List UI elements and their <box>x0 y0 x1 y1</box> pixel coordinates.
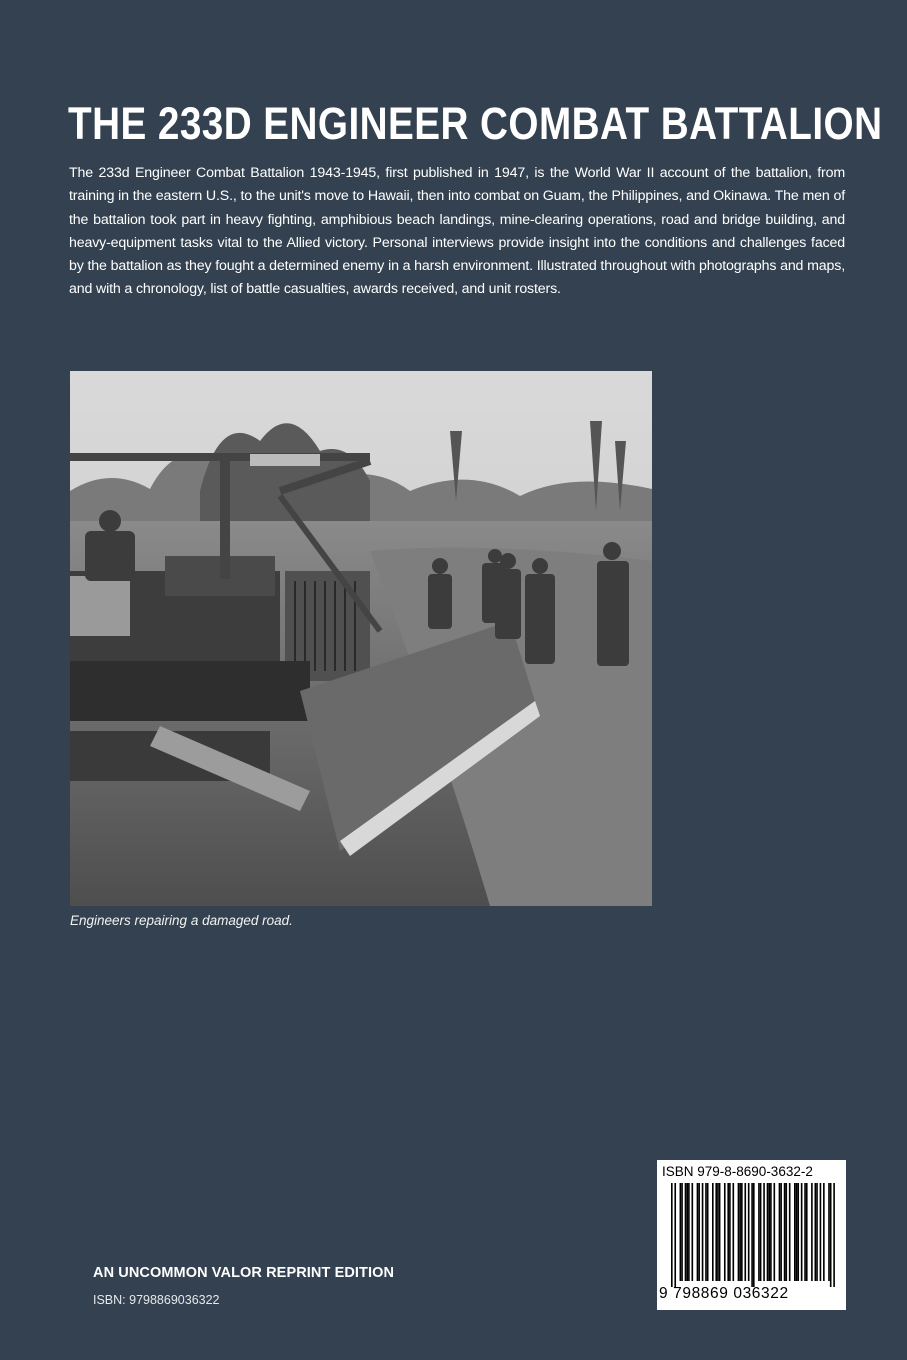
barcode-bar <box>738 1183 740 1281</box>
back-cover-title: THE 233D ENGINEER COMBAT BATTALION <box>68 98 883 149</box>
barcode-bar <box>806 1183 808 1281</box>
barcode-bar <box>751 1183 753 1287</box>
barcode-bar <box>770 1183 772 1281</box>
barcode-bar <box>741 1183 743 1281</box>
description-paragraph: The 233d Engineer Combat Battalion 1943-1945, first published in 1947, is the World War II account of the battalion, from training in the eastern U.S., to the unit's move to Hawaii, then into combat on Guam, the Philippines, and Okinawa. The men of the battalion took part in heavy fighting, amphibious beach landings, mine-clearing operations, road and bridge building, and heavy-equipment tasks vital to the Allied victory. Personal interviews provide insight into the conditions and challenges faced by the battalion as they fought a determined enemy in a harsh environment. Illustrated throughout with photographs and maps, and with a chronology, list of battle casualties, awards received, and unit rosters. <box>69 165 845 298</box>
barcode-bar <box>760 1183 762 1281</box>
barcode-bar <box>748 1183 750 1281</box>
barcode-digits: 9 798869 036322 <box>659 1285 789 1302</box>
barcode <box>657 1160 846 1310</box>
barcode-bar <box>784 1183 786 1281</box>
barcode-bars <box>671 1183 835 1287</box>
barcode-bar <box>697 1183 699 1281</box>
barcode-bar <box>717 1183 719 1281</box>
barcode-bar <box>688 1183 690 1281</box>
barcode-bar <box>685 1183 687 1281</box>
barcode-bar <box>801 1183 803 1281</box>
barcode-bar <box>830 1183 832 1287</box>
barcode-bar <box>823 1183 825 1281</box>
barcode-bar <box>794 1183 796 1281</box>
barcode-bar <box>779 1183 781 1281</box>
barcode-bar <box>681 1183 683 1281</box>
imprint-label: AN UNCOMMON VALOR REPRINT EDITION <box>93 1265 395 1281</box>
barcode-bar <box>804 1183 806 1281</box>
barcode-bar <box>692 1183 694 1281</box>
barcode-bar <box>686 1183 688 1281</box>
barcode-bar <box>797 1183 799 1281</box>
barcode-bar <box>811 1183 813 1281</box>
barcode-bar <box>774 1183 776 1281</box>
barcode-bar <box>707 1183 709 1281</box>
barcode-bar <box>727 1183 729 1281</box>
barcode-bar <box>767 1183 769 1281</box>
barcode-bar <box>763 1183 765 1281</box>
barcode-bar <box>816 1183 818 1281</box>
barcode-bar <box>729 1183 731 1281</box>
barcode-bar <box>733 1183 735 1281</box>
barcode-bar <box>833 1183 835 1287</box>
barcode-bar <box>715 1183 717 1281</box>
barcode-bar <box>796 1183 798 1281</box>
barcode-bar <box>712 1183 714 1281</box>
barcode-bar <box>820 1183 822 1281</box>
barcode-bar <box>758 1183 760 1281</box>
barcode-isbn-label: ISBN 979-8-8690-3632-2 <box>662 1164 813 1179</box>
barcode-bar <box>674 1183 676 1287</box>
barcode-bar <box>780 1183 782 1281</box>
photo-caption: Engineers repairing a damaged road. <box>70 913 293 928</box>
barcode-bar <box>753 1183 755 1287</box>
bulldozer-photo <box>70 371 652 906</box>
barcode-bar <box>789 1183 791 1281</box>
barcode-bar <box>828 1183 830 1281</box>
barcode-bar <box>768 1183 770 1281</box>
barcode-bar <box>671 1183 673 1287</box>
barcode-bar <box>680 1183 682 1281</box>
barcode-bar <box>698 1183 700 1281</box>
barcode-bar <box>815 1183 817 1281</box>
barcode-bar <box>739 1183 741 1281</box>
barcode-bar <box>702 1183 704 1281</box>
isbn-text: ISBN: 9798869036322 <box>93 1293 220 1307</box>
barcode-bar <box>785 1183 787 1281</box>
barcode-bar <box>705 1183 707 1281</box>
barcode-bar <box>744 1183 746 1281</box>
barcode-bar <box>719 1183 721 1281</box>
barcode-bar <box>724 1183 726 1281</box>
